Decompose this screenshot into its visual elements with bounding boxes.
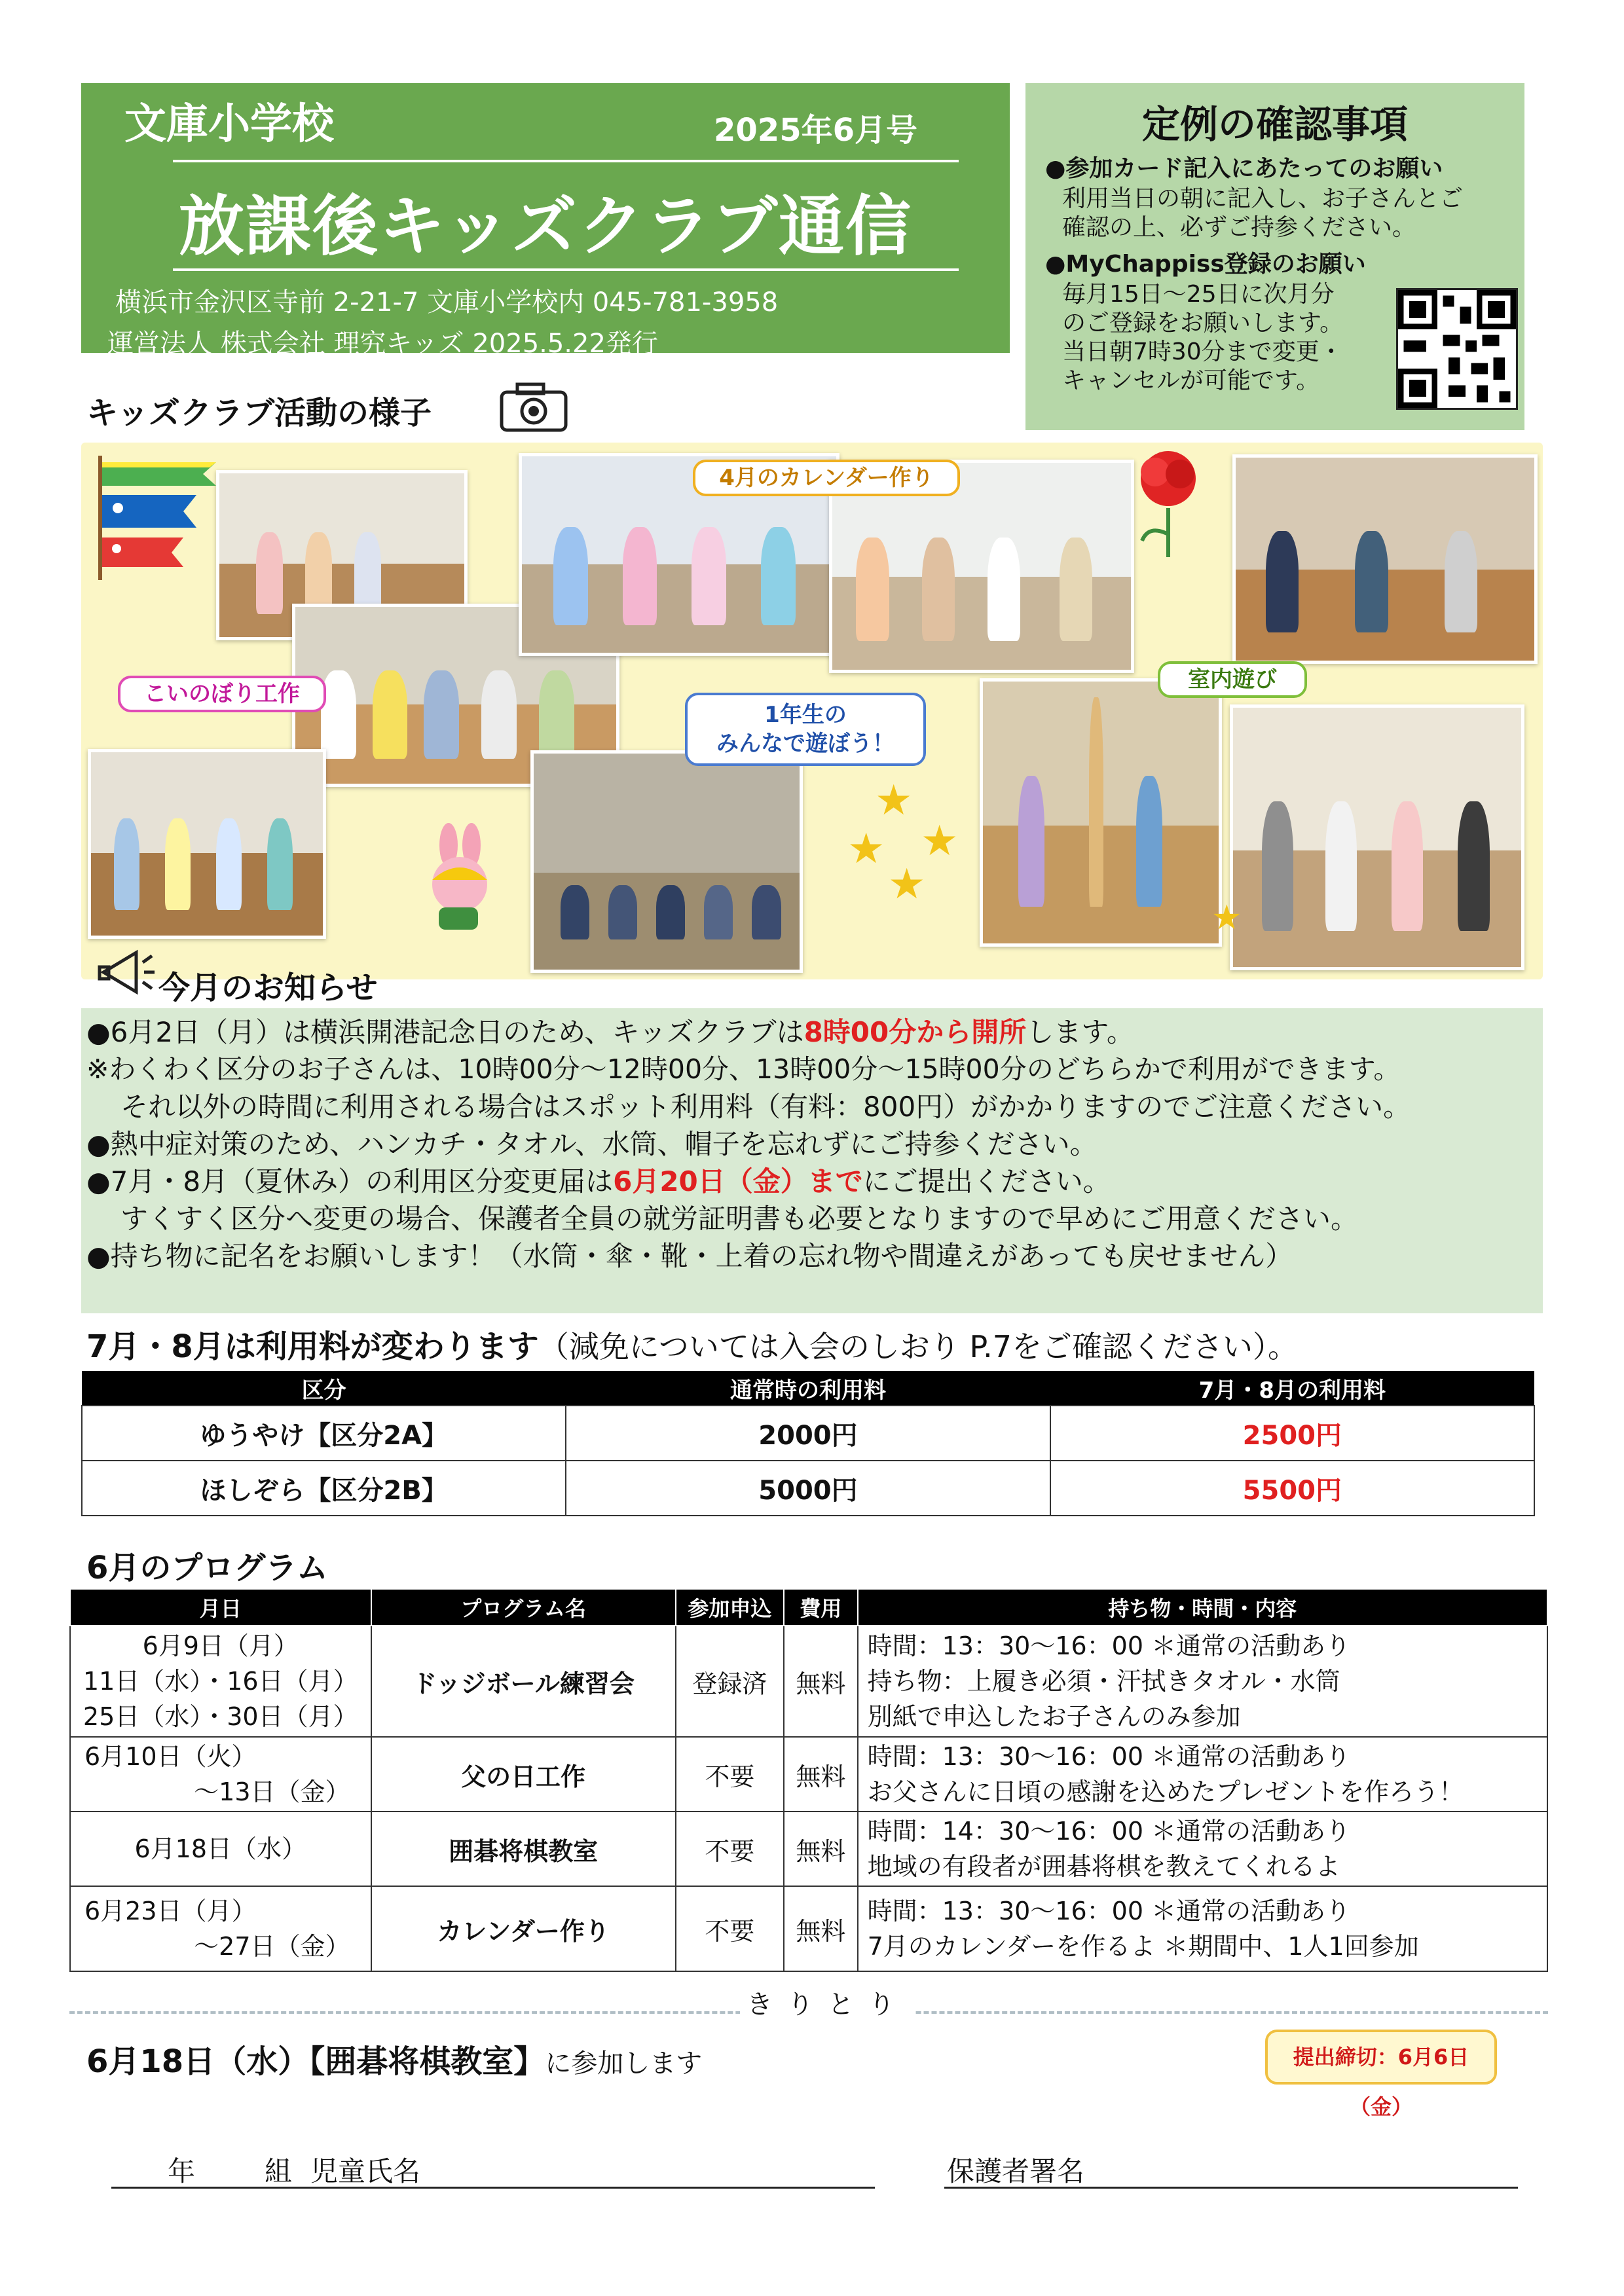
program-header: プログラム名 <box>371 1589 676 1626</box>
camera-icon <box>498 376 570 435</box>
notice-line-5: ●7月・8月（夏休み）の利用区分変更届は6月20日（金）までにご提出ください。 <box>86 1165 1111 1197</box>
program-date: 6月10日（火） ～13日（金） <box>70 1737 371 1812</box>
program-header: 参加申込 <box>676 1589 784 1626</box>
carnation-icon <box>1122 443 1214 560</box>
deadline-badge: 提出締切：6月6日（金） <box>1265 2030 1497 2085</box>
caption-first-grade <box>685 693 926 766</box>
notice-line-7: ●持ち物に記名をお願いします！（水筒・傘・靴・上着の忘れ物や間違えがあっても戻せません） <box>86 1240 1293 1272</box>
photo-indoor-1 <box>1232 454 1538 664</box>
notice-line-4: ●熱中症対策のため、ハンカチ・タオル、水筒、帽子を忘れずにご持参ください。 <box>86 1128 1098 1160</box>
operator-info: 運営法人 株式会社 理究キッズ 2025.5.22発行 <box>107 329 658 359</box>
confirm-item1-line: 確認の上、必ずご持参ください。 <box>1062 214 1416 241</box>
notice-highlight: 8時00分から開所 <box>803 1016 1027 1048</box>
fee-header: 通常時の利用料 <box>566 1371 1050 1406</box>
guardian-label: 保護者署名 <box>947 2155 1085 2187</box>
caption-calendar: 4月のカレンダー作り <box>693 460 960 496</box>
table-row <box>70 1812 1547 1886</box>
caption-first-grade-line: 1年生の <box>764 702 847 728</box>
program-apply: 登録済 <box>676 1626 784 1737</box>
school-name: 文庫小学校 <box>124 100 334 149</box>
activity-heading: キッズクラブ活動の様子 <box>86 395 432 431</box>
header-divider-bottom <box>173 268 959 271</box>
confirm-title: 定例の確認事項 <box>1141 102 1408 147</box>
guardian-signature-field[interactable] <box>944 2187 1518 2189</box>
program-detail: 時間：13：30～16：00 ＊通常の活動あり 持ち物：上履き必須・汗拭きタオル・水筒 別紙で申込したお子さんのみ参加 <box>858 1626 1547 1737</box>
caption-koinobori: こいのぼり工作 <box>118 676 326 712</box>
star-icon: ★ <box>1211 898 1242 938</box>
caption-indoor: 室内遊び <box>1158 661 1307 698</box>
star-icon: ★ <box>847 825 885 873</box>
fee-table <box>81 1371 1535 1516</box>
apply-statement: 6月18日（水）【囲碁将棋教室】に参加します <box>86 2043 703 2080</box>
star-icon: ★ <box>875 776 913 825</box>
confirm-item2-line: 毎月15日～25日に次月分 <box>1062 281 1335 308</box>
program-detail: 時間：13：30～16：00 ＊通常の活動あり お父さんに日頃の感謝を込めたプレゼントを作ろう！ <box>858 1737 1547 1812</box>
grade-label: 年 <box>168 2155 196 2187</box>
program-name: 囲碁将棋教室 <box>371 1812 676 1886</box>
fee-header: 区分 <box>82 1371 566 1406</box>
star-icon: ★ <box>921 817 959 866</box>
program-date: 6月18日（水） <box>70 1812 371 1886</box>
photo-indoor-2 <box>1230 704 1524 970</box>
program-header: 月日 <box>70 1589 371 1626</box>
fee-category: ゆうやけ【区分2A】 <box>82 1406 566 1461</box>
class-label: 組 <box>265 2155 293 2187</box>
fee-normal: 2000円 <box>566 1406 1050 1461</box>
table-row <box>70 1886 1547 1971</box>
program-date: 6月23日（月） ～27日（金） <box>70 1886 371 1971</box>
program-cost: 無料 <box>784 1737 858 1812</box>
confirm-item2-line: 当日朝7時30分まで変更・ <box>1062 338 1343 365</box>
header-divider-top <box>173 160 959 162</box>
cut-label: きりとり <box>740 1984 915 2021</box>
table-row <box>70 1626 1547 1737</box>
fee-normal: 5000円 <box>566 1461 1050 1516</box>
fee-header: 7月・8月の利用料 <box>1050 1371 1534 1406</box>
child-name-label: 児童氏名 <box>310 2155 421 2187</box>
program-name: ドッジボール練習会 <box>371 1626 676 1737</box>
program-date: 6月9日（月） 11日（水）・16日（月） 25日（水）・30日（月） <box>70 1626 371 1737</box>
megaphone-icon <box>97 946 156 998</box>
notice-line-3: それ以外の時間に利用される場合はスポット利用料（有料：800円）がかかりますのでご注意ください。 <box>120 1091 1411 1123</box>
confirm-item1-line: 利用当日の朝に記入し、お子さんとご <box>1062 185 1464 212</box>
program-apply: 不要 <box>676 1737 784 1812</box>
address: 横浜市金沢区寺前 2-21-7 文庫小学校内 045-781-3958 <box>115 287 779 318</box>
caption-first-grade-line: みんなで遊ぼう！ <box>716 731 895 757</box>
newsletter-title: 放課後キッズクラブ通信 <box>179 188 912 264</box>
confirm-item1-heading: ●参加カード記入にあたってのお願い <box>1045 155 1443 182</box>
confirm-item2-line: のご登録をお願いします。 <box>1062 310 1344 337</box>
confirm-item2-heading: ●MyChappiss登録のお願い <box>1045 251 1366 278</box>
table-row <box>82 1461 1534 1516</box>
photo-indoor-blocks <box>980 678 1222 947</box>
program-header: 費用 <box>784 1589 858 1626</box>
star-icon: ★ <box>888 860 926 909</box>
fee-summer: 2500円 <box>1050 1406 1534 1461</box>
program-cost: 無料 <box>784 1812 858 1886</box>
program-name: 父の日工作 <box>371 1737 676 1812</box>
confirm-item2-line: キャンセルが可能です。 <box>1062 367 1320 394</box>
fee-summer: 5500円 <box>1050 1461 1534 1516</box>
program-table <box>69 1588 1548 1972</box>
fee-category: ほしぞら【区分2B】 <box>82 1461 566 1516</box>
table-row <box>82 1406 1534 1461</box>
issue-label: 2025年6月号 <box>714 112 917 149</box>
koinobori-icon <box>85 449 223 587</box>
qr-code-icon[interactable] <box>1396 288 1518 410</box>
program-apply: 不要 <box>676 1886 784 1971</box>
notice-highlight: 6月20日（金）まで <box>613 1165 863 1197</box>
photo-koinobori-pose <box>88 749 326 939</box>
program-apply: 不要 <box>676 1812 784 1886</box>
program-cost: 無料 <box>784 1626 858 1737</box>
program-cost: 無料 <box>784 1886 858 1971</box>
fee-heading: 7月・8月は利用料が変わります（減免については入会のしおり P.7をご確認ください）。 <box>86 1328 1298 1365</box>
notice-line-6: すくすく区分へ変更の場合、保護者全員の就労証明書も必要となりますので早めにご用意ください。 <box>120 1203 1359 1235</box>
photo-first-grade <box>530 750 803 973</box>
notice-line-1: ●6月2日（月）は横浜開港記念日のため、キッズクラブは8時00分から開所します。 <box>86 1016 1134 1048</box>
rabbit-icon <box>413 822 511 934</box>
program-heading: 6月のプログラム <box>86 1550 328 1586</box>
program-name: カレンダー作り <box>371 1886 676 1971</box>
table-row <box>70 1737 1547 1812</box>
program-detail: 時間：14：30～16：00 ＊通常の活動あり 地域の有段者が囲碁将棋を教えてくれるよ <box>858 1812 1547 1886</box>
notice-line-2: ※わくわく区分のお子さんは、10時00分～12時00分、13時00分～15時00分のどちらかで利用ができます。 <box>86 1053 1401 1085</box>
program-header: 持ち物・時間・内容 <box>858 1589 1547 1626</box>
program-detail: 時間：13：30～16：00 ＊通常の活動あり 7月のカレンダーを作るよ ＊期間中、1人1回参加 <box>858 1886 1547 1971</box>
child-name-field[interactable] <box>111 2187 875 2189</box>
notice-heading: 今月のお知らせ <box>158 970 378 1006</box>
